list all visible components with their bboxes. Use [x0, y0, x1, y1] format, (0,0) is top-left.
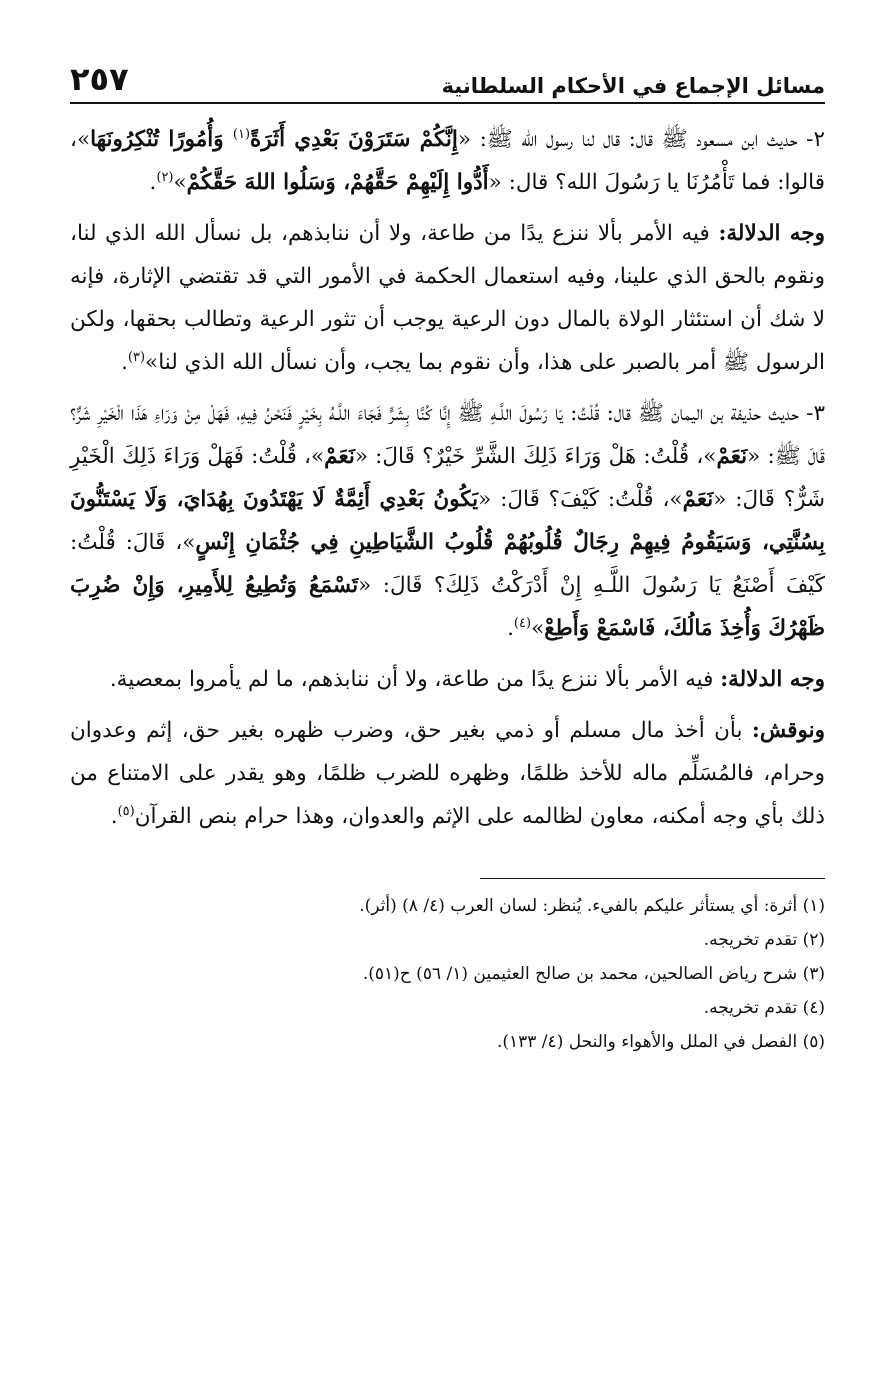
hadith-quote: يَكُونُ بَعْدِي أَئِمَّةٌ لَا يَهْتَدُونَ بِهُدَايَ، وَلَا يَسْتَنُّونَ بِسُنَّتِي، وَسَيَقُومُ فِيهِمْ رِجَالٌ قُلُوبُهُمْ قُلُوبُ الشَّيَاطِينِ فِي جُثْمَانِ إِنْسٍ [70, 487, 825, 555]
paragraph-hadith-hudhayfa: ٣- حديث حذيفة بن اليمان ﷺ قال: قُلْتُ: يَا رَسُولَ اللَّـهِ ﷺ إِنَّا كُنَّا بِشَرٍّ فَجَاءَ اللَّـهُ بِخَيْرٍ فَنَحْنُ فِيهِ، فَهَلْ مِنْ وَرَاءِ هَذَا الْخَيْرِ شَرٌّ؟ قَالَ ﷺ: «نَعَمْ»، قُلْتُ: هَلْ وَرَاءَ ذَلِكَ الشَّرِّ خَيْرٌ؟ قَالَ: «نَعَمْ»، قُلْتُ: فَهَلْ وَرَاءَ ذَلِكَ الْخَيْرِ شَرٌّ؟ قَالَ: «نَعَمْ»، قُلْتُ: كَيْفَ؟ قَالَ: «يَكُونُ بَعْدِي أَئِمَّةٌ لَا يَهْتَدُونَ بِهُدَايَ، وَلَا يَسْتَنُّونَ بِسُنَّتِي، وَسَيَقُومُ فِيهِمْ رِجَالٌ قُلُوبُهُمْ قُلُوبُ الشَّيَاطِينِ فِي جُثْمَانِ إِنْسٍ»، قَالَ: قُلْتُ: كَيْفَ أَصْنَعُ يَا رَسُولَ اللَّـهِ إِنْ أَدْرَكْتُ ذَلِكَ؟ قَالَ: «تَسْمَعُ وَتُطِيعُ لِلأَمِيرِ، وَإِنْ ضُرِبَ ظَهْرُكَ وَأُخِذَ مَالُكَ، فَاسْمَعْ وَأَطِعْ»$^{(٤)}$. [70, 401, 826, 641]
body-text [70, 118, 825, 838]
footnote-ref-3: (٣) [127, 349, 146, 365]
evidence-label: وجه الدلالة: [718, 221, 825, 246]
hadith-quote: تَسْمَعُ وَتُطِيعُ لِلأَمِيرِ، وَإِنْ ضُرِبَ ظَهْرُكَ وَأُخِذَ مَالُكَ، فَاسْمَعْ وَأَطِعْ [70, 573, 825, 641]
footnotes-list [70, 889, 825, 1059]
footnote-ref-2: (٢) [156, 169, 174, 185]
footnote: (٢) تقدم تخريجه. [703, 930, 825, 950]
running-head [70, 52, 825, 104]
footnote-ref-1: (١) [232, 126, 251, 142]
footnote: (١) أثرة: أي يستأثر عليكم بالفيء. يُنظر: لسان العرب (٤/ ٨) (أثر). [359, 896, 825, 916]
footnote-ref-4: (٤) [513, 615, 532, 631]
objection-label: ونوقش: [751, 718, 825, 743]
hadith-quote: إِنَّكُمْ سَتَرَوْنَ بَعْدِي أَثَرَةً [250, 127, 458, 152]
evidence-label: وجه الدلالة: [720, 667, 825, 692]
hadith-quote: نَعَمْ [324, 444, 355, 469]
footnote: (٤) تقدم تخريجه. [703, 998, 825, 1018]
footnote-ref-5: (٥) [117, 803, 135, 819]
running-title: مسائل الإجماع في الأحكام السلطانية [441, 74, 825, 98]
hadith-quote: وَأُمُورًا تُنْكِرُونَهَا [90, 127, 233, 152]
hadith-quote: أَدُّوا إِلَيْهِمْ حَقَّهُمْ، وَسَلُوا اللهَ حَقَّكُمْ [186, 170, 489, 195]
footnote-divider [480, 878, 825, 879]
footnote: (٣) شرح رياض الصالحين، محمد بن صالح العثيمين (١/ ٥٦) ح(٥١). [362, 964, 825, 984]
paragraph-objection: ونوقش: بأن أخذ مال مسلم أو ذمي بغير حق، وضرب ظهره بغير حق، إثم وعدوان وحرام، فالمُسَلِّم ماله للأخذ ظلمًا، وظهره للضرب ظلمًا، وهو يقدر على الامتناع من ذلك بأي وجه أمكنه، معاون لظالمه على الإثم والعدوان، وهذا حرام بنص القرآن$^{(٥)}$. [70, 718, 825, 829]
book-page [70, 52, 825, 1353]
page-number: ٢٥٧ [70, 60, 129, 98]
hadith-quote: نَعَمْ [716, 444, 748, 469]
paragraph-hadith-ibn-masud: ٢- حديث ابن مسعود ﷺ قال: قال لنا رسول الله ﷺ: «إِنَّكُمْ سَتَرَوْنَ بَعْدِي أَثَرَةً$^{(١)}$ وَأُمُورًا تُنْكِرُونَهَا»، قالوا: فما تَأْمُرُنَا يا رَسُولَ الله؟ قال: «أَدُّوا إِلَيْهِمْ حَقَّهُمْ، وَسَلُوا اللهَ حَقَّكُمْ»$^{(٢)}$. [70, 126, 825, 195]
footnote: (٥) الفصل في الملل والأهواء والنحل (٤/ ١٣٣). [496, 1032, 825, 1052]
hadith-quote: نَعَمْ [682, 487, 714, 512]
paragraph-evidence-2: وجه الدلالة: فيه الأمر بألا ننزع يدًا من طاعة، ولا أن ننابذهم، ما لم يأمروا بمعصية. [109, 667, 825, 692]
paragraph-evidence-1: وجه الدلالة: فيه الأمر بألا ننزع يدًا من طاعة، ولا أن ننابذهم، بل نسأل الله الذي لنا، ونقوم بالحق الذي علينا، وفيه استعمال الحكمة في الأمور التي قد تقتضي الإثارة، فإنه لا شك أن استئثار الولاة بالمال دون الرعية يوجب أن تثور الرعية وتطالب بحقها، ولكن الرسول ﷺ أمر بالصبر على هذا، وأن نقوم بما يجب، وأن نسأل الله الذي لنا»$^{(٣)}$. [70, 221, 825, 375]
